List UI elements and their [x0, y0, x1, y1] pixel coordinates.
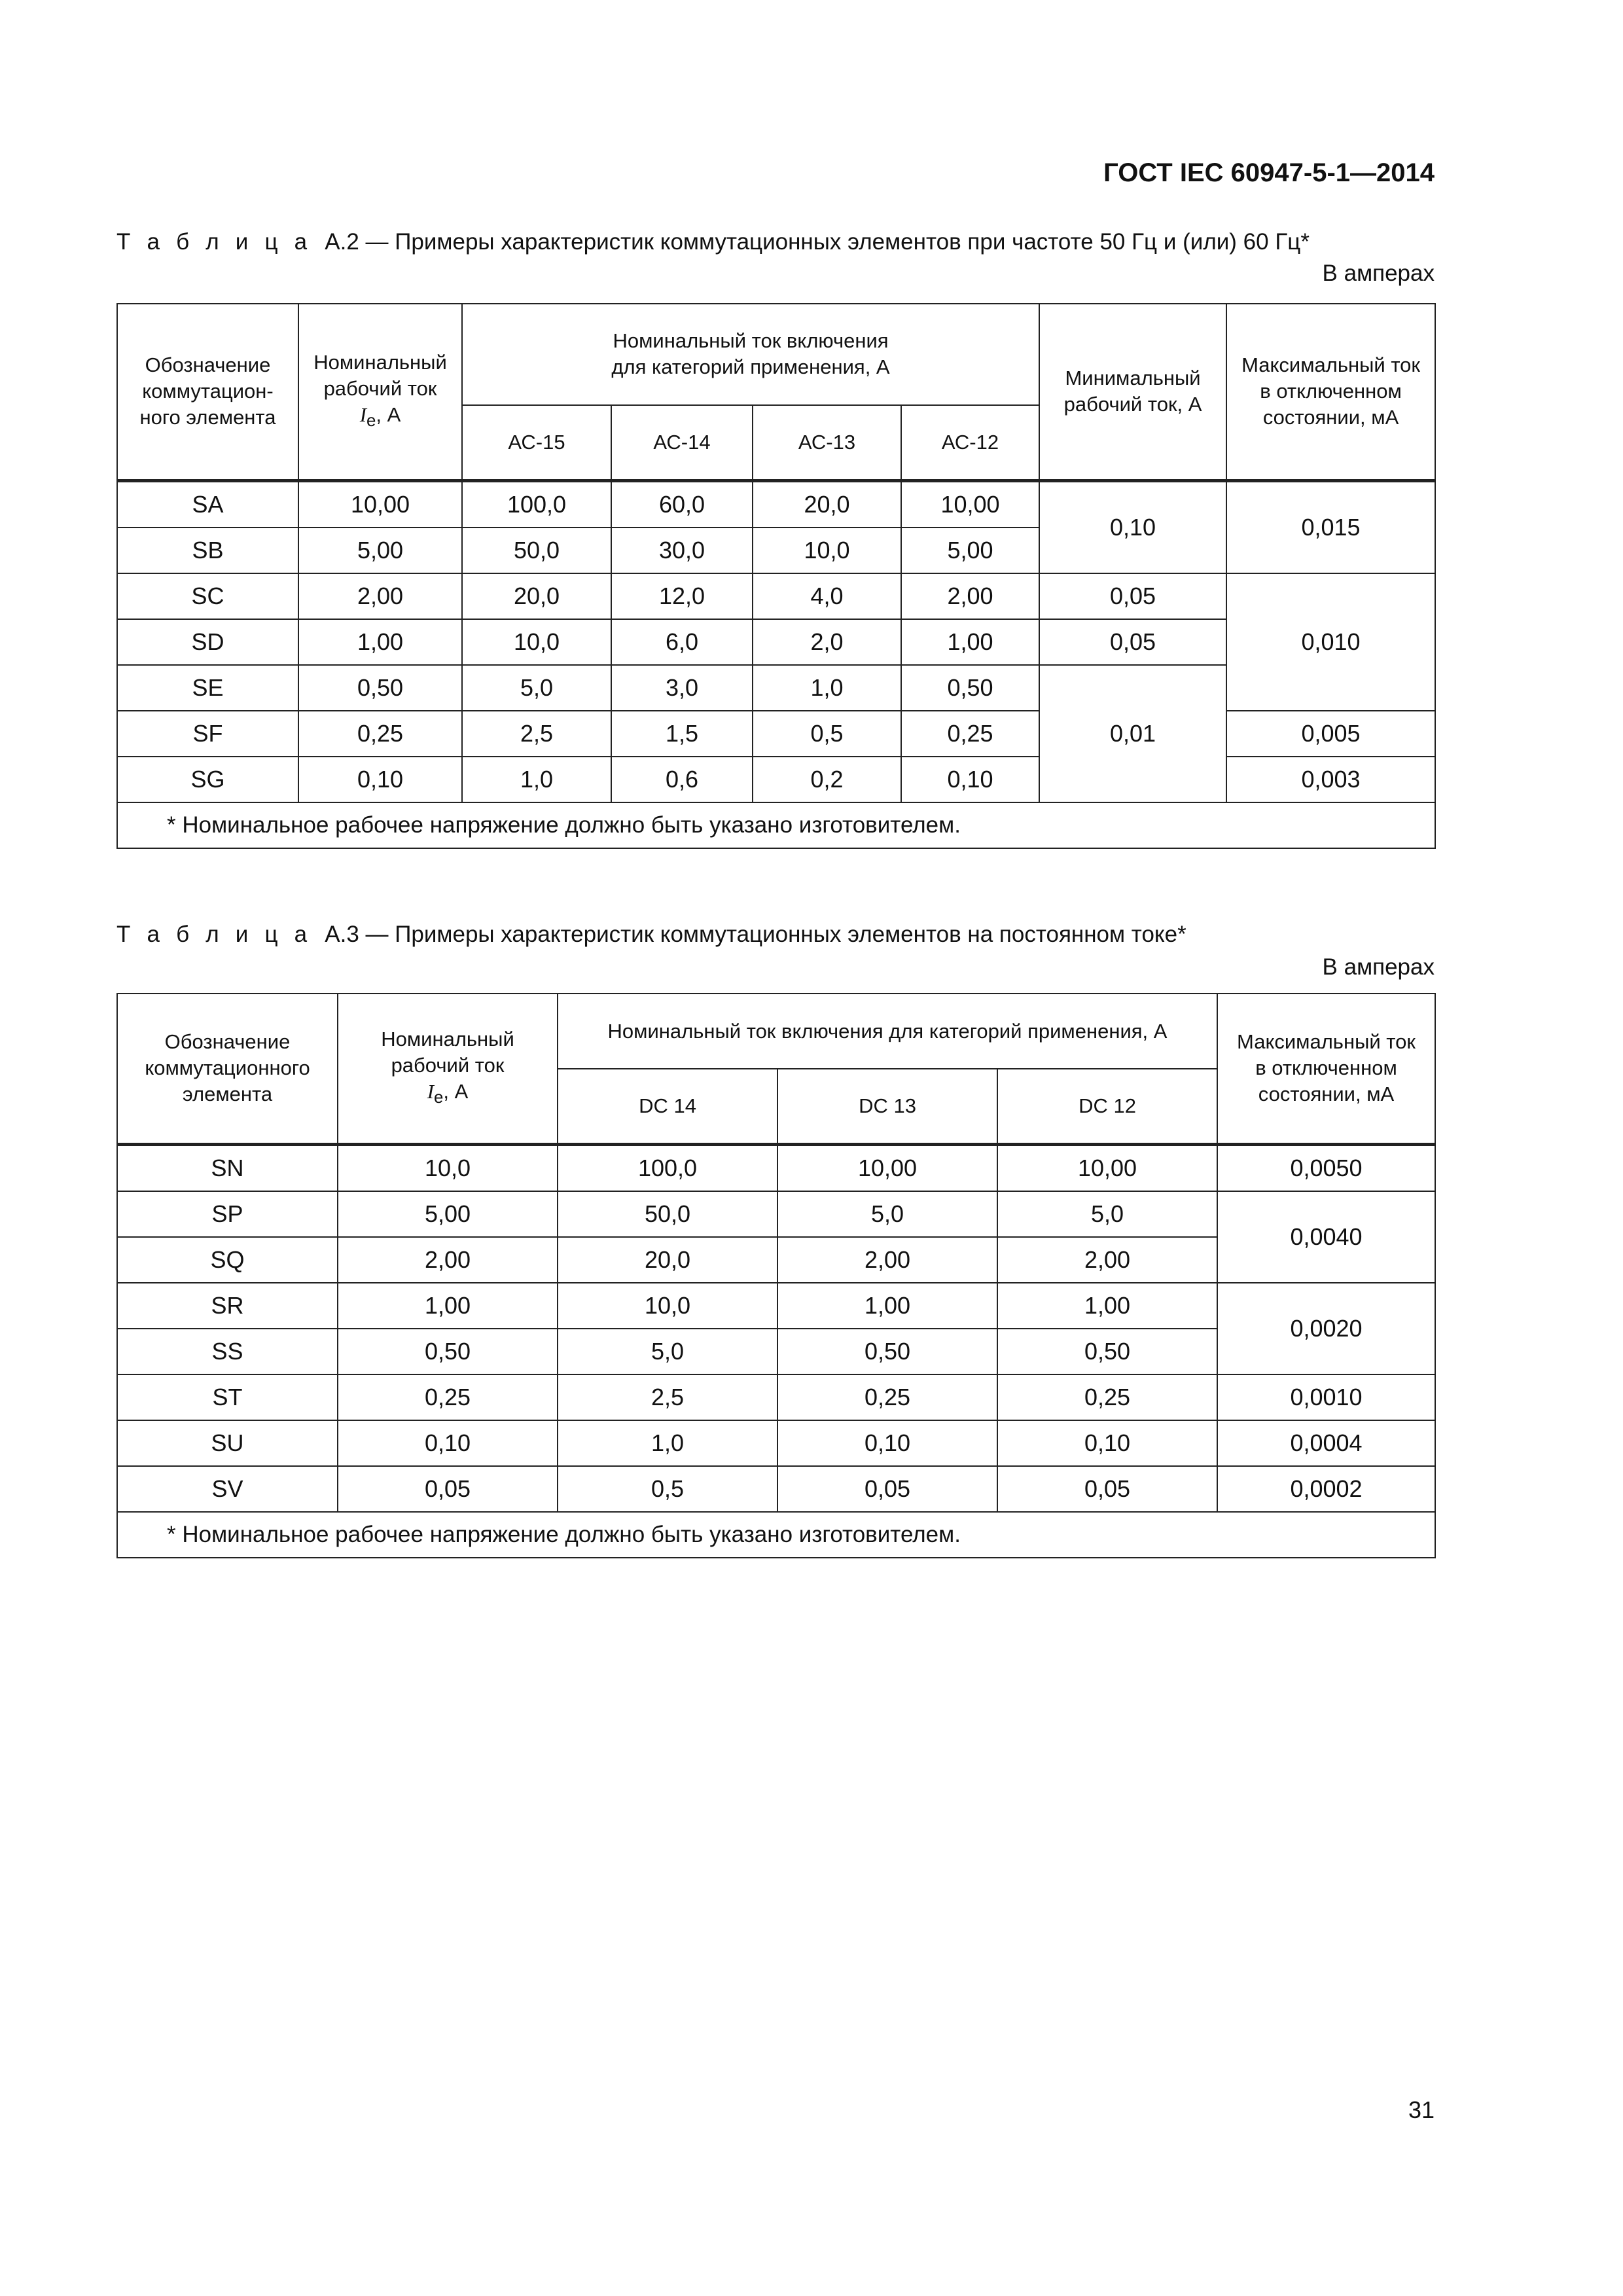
cell-max-off-current: 0,010	[1226, 573, 1435, 711]
cell-designation: SC	[117, 573, 298, 619]
cell-dc12: 0,05	[997, 1466, 1217, 1512]
cell-ac14: 1,5	[611, 711, 753, 757]
cell-ac15: 5,0	[462, 665, 611, 711]
cell-dc13: 10,00	[777, 1144, 997, 1191]
cell-ac15: 2,5	[462, 711, 611, 757]
cell-dc13: 0,25	[777, 1374, 997, 1420]
header-ac13: АС-13	[753, 405, 901, 480]
cell-designation: SP	[117, 1191, 338, 1237]
cell-dc14: 1,0	[558, 1420, 777, 1466]
cell-ac14: 6,0	[611, 619, 753, 665]
table-a2	[116, 303, 1436, 849]
cell-dc12: 10,00	[997, 1144, 1217, 1191]
cell-designation: SF	[117, 711, 298, 757]
cell-dc14: 2,5	[558, 1374, 777, 1420]
cell-designation: SB	[117, 528, 298, 573]
cell-ac14: 30,0	[611, 528, 753, 573]
cell-ac13: 0,5	[753, 711, 901, 757]
cell-ac14: 0,6	[611, 757, 753, 802]
header-making-current: Номинальный ток включения для категорий применения, А	[462, 304, 1039, 405]
header-ac12: АС-12	[901, 405, 1039, 480]
cell-max-off-current: 0,0040	[1217, 1191, 1435, 1283]
cell-ac13: 20,0	[753, 480, 901, 528]
table-row	[117, 480, 1435, 528]
cell-ac14: 3,0	[611, 665, 753, 711]
cell-rated: 10,00	[298, 480, 462, 528]
cell-ac12: 0,25	[901, 711, 1039, 757]
cell-max-off-current: 0,015	[1226, 480, 1435, 573]
cell-ac15: 20,0	[462, 573, 611, 619]
cell-rated: 0,50	[338, 1329, 558, 1374]
cell-rated: 2,00	[338, 1237, 558, 1283]
table-a2-unit: В амперах	[1322, 260, 1435, 286]
cell-ac13: 2,0	[753, 619, 901, 665]
cell-dc13: 0,50	[777, 1329, 997, 1374]
cell-designation: SQ	[117, 1237, 338, 1283]
cell-dc13: 1,00	[777, 1283, 997, 1329]
cell-designation: SR	[117, 1283, 338, 1329]
cell-rated: 5,00	[298, 528, 462, 573]
table-row	[117, 1466, 1435, 1512]
cell-rated: 0,10	[338, 1420, 558, 1466]
table-a2-caption-word: Т а б л и ц а	[116, 229, 312, 255]
header-dc13: DC 13	[777, 1069, 997, 1144]
cell-rated: 0,10	[298, 757, 462, 802]
cell-rated: 0,50	[298, 665, 462, 711]
cell-min-current: 0,05	[1039, 619, 1226, 665]
cell-dc12: 5,0	[997, 1191, 1217, 1237]
cell-dc12: 0,10	[997, 1420, 1217, 1466]
cell-ac13: 1,0	[753, 665, 901, 711]
cell-rated: 2,00	[298, 573, 462, 619]
cell-dc14: 20,0	[558, 1237, 777, 1283]
cell-rated: 0,05	[338, 1466, 558, 1512]
cell-min-current: 0,10	[1039, 480, 1226, 573]
cell-dc14: 0,5	[558, 1466, 777, 1512]
header-dc12: DC 12	[997, 1069, 1217, 1144]
header-ac15: АС-15	[462, 405, 611, 480]
cell-ac15: 50,0	[462, 528, 611, 573]
cell-ac15: 100,0	[462, 480, 611, 528]
table-a2-caption	[116, 229, 1310, 255]
standard-designation: ГОСТ IEC 60947-5-1—2014	[1103, 158, 1435, 187]
cell-max-off-current: 0,0020	[1217, 1283, 1435, 1374]
cell-ac14: 12,0	[611, 573, 753, 619]
header-max-off-current: Максимальный ток в отключенном состоянии, мА	[1226, 304, 1435, 480]
cell-ac13: 10,0	[753, 528, 901, 573]
cell-ac14: 60,0	[611, 480, 753, 528]
cell-rated: 1,00	[298, 619, 462, 665]
cell-dc13: 0,05	[777, 1466, 997, 1512]
cell-designation: SG	[117, 757, 298, 802]
cell-ac12: 5,00	[901, 528, 1039, 573]
table-row	[117, 1191, 1435, 1237]
header-dc14: DC 14	[558, 1069, 777, 1144]
cell-ac12: 1,00	[901, 619, 1039, 665]
cell-ac12: 2,00	[901, 573, 1039, 619]
cell-dc14: 10,0	[558, 1283, 777, 1329]
cell-dc14: 100,0	[558, 1144, 777, 1191]
cell-max-off-current: 0,0002	[1217, 1466, 1435, 1512]
header-rated-current: Номинальный рабочий ток $I_e$, А	[298, 304, 462, 480]
cell-dc14: 50,0	[558, 1191, 777, 1237]
table-a3-unit: В амперах	[1322, 954, 1435, 980]
page-number: 31	[1408, 2096, 1435, 2123]
table-row	[117, 1283, 1435, 1329]
cell-dc12: 2,00	[997, 1237, 1217, 1283]
cell-max-off-current: 0,0010	[1217, 1374, 1435, 1420]
cell-rated: 10,0	[338, 1144, 558, 1191]
cell-ac15: 1,0	[462, 757, 611, 802]
table-a3-caption-word: Т а б л и ц а	[116, 922, 312, 947]
table-a3-caption	[116, 922, 1186, 948]
header-min-current: Минимальный рабочий ток, А	[1039, 304, 1226, 480]
cell-designation: SV	[117, 1466, 338, 1512]
cell-dc13: 5,0	[777, 1191, 997, 1237]
cell-dc13: 0,10	[777, 1420, 997, 1466]
header-ac14: АС-14	[611, 405, 753, 480]
cell-max-off-current: 0,0050	[1217, 1144, 1435, 1191]
cell-dc14: 5,0	[558, 1329, 777, 1374]
cell-designation: SU	[117, 1420, 338, 1466]
table-a2-caption-text: А.2 — Примеры характеристик коммутационных элементов при частоте 50 Гц и (или) 60 Гц*	[325, 229, 1310, 255]
cell-rated: 1,00	[338, 1283, 558, 1329]
table-row	[117, 757, 1435, 802]
header-rated-current: Номинальный рабочий ток $I_e$, А	[338, 994, 558, 1144]
table-footnote-row	[117, 802, 1435, 848]
table-row	[117, 1144, 1435, 1191]
cell-ac13: 4,0	[753, 573, 901, 619]
cell-max-off-current: 0,005	[1226, 711, 1435, 757]
table-row	[117, 573, 1435, 619]
table-row	[117, 711, 1435, 757]
cell-min-current: 0,01	[1039, 665, 1226, 802]
cell-designation: SS	[117, 1329, 338, 1374]
table-row	[117, 1374, 1435, 1420]
cell-rated: 5,00	[338, 1191, 558, 1237]
cell-dc12: 0,50	[997, 1329, 1217, 1374]
table-a3	[116, 993, 1436, 1558]
header-designation: Обозначение коммутацион- ного элемента	[117, 304, 298, 480]
cell-max-off-current: 0,0004	[1217, 1420, 1435, 1466]
cell-ac12: 0,10	[901, 757, 1039, 802]
cell-ac12: 0,50	[901, 665, 1039, 711]
cell-ac13: 0,2	[753, 757, 901, 802]
cell-rated: 0,25	[338, 1374, 558, 1420]
table-row	[117, 1420, 1435, 1466]
cell-dc12: 0,25	[997, 1374, 1217, 1420]
header-max-off-current: Максимальный ток в отключенном состоянии, мА	[1217, 994, 1435, 1144]
table-footnote-row	[117, 1512, 1435, 1558]
cell-dc12: 1,00	[997, 1283, 1217, 1329]
table-a3-footnote: * Номинальное рабочее напряжение должно быть указано изготовителем.	[117, 1512, 1435, 1558]
cell-ac12: 10,00	[901, 480, 1039, 528]
cell-max-off-current: 0,003	[1226, 757, 1435, 802]
header-designation: Обозначение коммутационного элемента	[117, 994, 338, 1144]
cell-ac15: 10,0	[462, 619, 611, 665]
table-a2-footnote: * Номинальное рабочее напряжение должно быть указано изготовителем.	[117, 802, 1435, 848]
cell-designation: ST	[117, 1374, 338, 1420]
cell-dc13: 2,00	[777, 1237, 997, 1283]
table-a3-caption-text: А.3 — Примеры характеристик коммутационных элементов на постоянном токе*	[325, 922, 1186, 947]
cell-min-current: 0,05	[1039, 573, 1226, 619]
cell-designation: SN	[117, 1144, 338, 1191]
cell-designation: SD	[117, 619, 298, 665]
cell-designation: SE	[117, 665, 298, 711]
cell-rated: 0,25	[298, 711, 462, 757]
header-making-current: Номинальный ток включения для категорий применения, А	[558, 994, 1217, 1069]
cell-designation: SA	[117, 480, 298, 528]
